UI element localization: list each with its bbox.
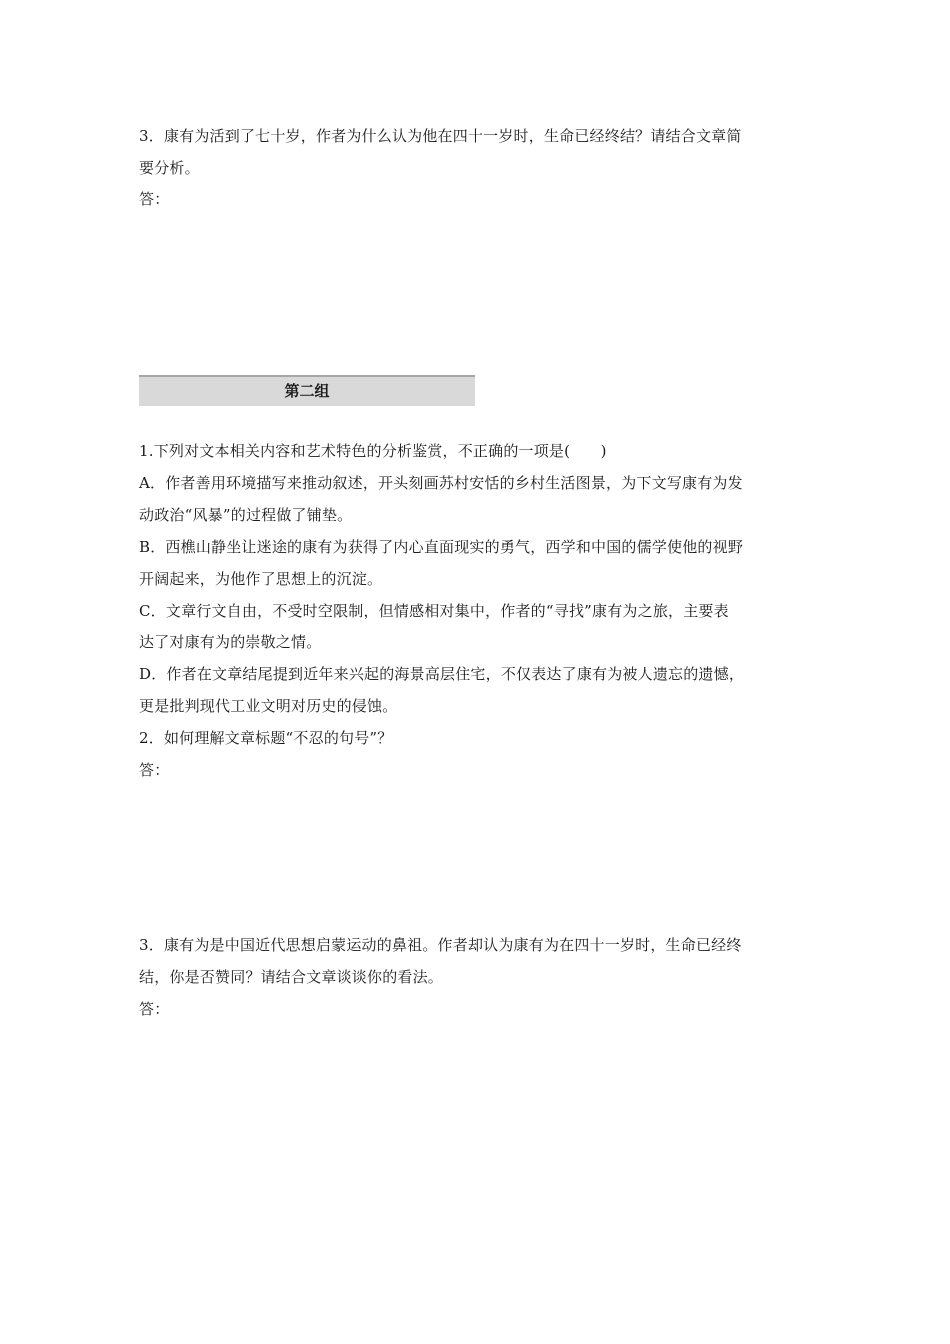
question-2-stem: 2．如何理解文章标题“不忍的句号”？ <box>139 729 393 747</box>
question-3-line-1: 3．康有为活到了七十岁，作者为什么认为他在四十一岁时，生命已经终结？请结合文章简 <box>139 127 742 145</box>
option-d-line-2: 更是批判现代工业文明对历史的侵蚀。 <box>139 697 398 715</box>
option-b-line-1: B．西樵山静坐让迷途的康有为获得了内心直面现实的勇气，西学和中国的儒学使他的视野 <box>139 538 744 556</box>
question-3-line-1: 3．康有为是中国近代思想启蒙运动的鼻祖。作者却认为康有为在四十一岁时，生命已经终 <box>139 936 742 954</box>
section-header-group-2: 第二组 <box>139 375 475 406</box>
question-3-line-2: 结，你是否赞同？请结合文章谈谈你的看法。 <box>139 968 444 986</box>
answer-label: 答： <box>139 761 170 779</box>
question-1-stem: 1.下列对文本相关内容和艺术特色的分析鉴赏，不正确的一项是( ) <box>139 442 607 460</box>
answer-label: 答： <box>139 190 170 208</box>
question-3-line-2: 要分析。 <box>139 159 200 177</box>
option-c-line-1: C．文章行文自由，不受时空限制，但情感相对集中，作者的“寻找”康有为之旅，主要表 <box>139 602 729 620</box>
option-c-line-2: 达了对康有为的崇敬之情。 <box>139 633 322 651</box>
option-b-line-2: 开阔起来，为他作了思想上的沉淀。 <box>139 570 383 588</box>
option-a-line-2: 动政治“风暴”的过程做了铺垫。 <box>139 506 353 524</box>
option-d-line-1: D．作者在文章结尾提到近年来兴起的海景高层住宅，不仅表达了康有为被人遗忘的遗憾， <box>139 665 745 683</box>
answer-label: 答： <box>139 1000 170 1018</box>
option-a-line-1: A．作者善用环境描写来推动叙述，开头刻画苏村安恬的乡村生活图景，为下文写康有为发 <box>139 474 743 492</box>
